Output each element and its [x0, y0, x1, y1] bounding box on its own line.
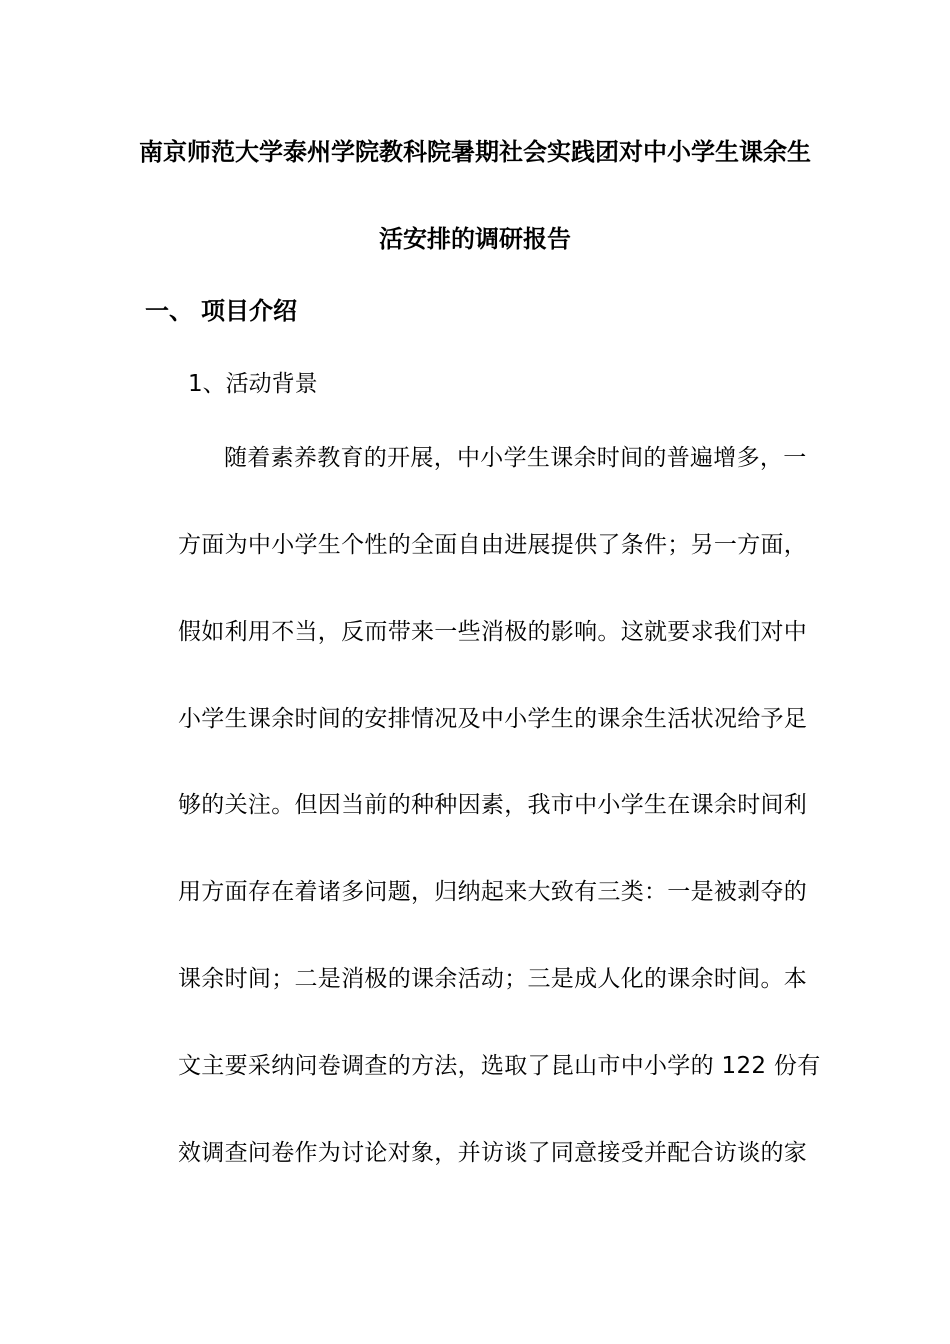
paragraph-line-3: 假如利用不当，反而带来一些消极的影响。这就要求我们对中 [178, 619, 808, 645]
paragraph-line-4: 小学生课余时间的安排情况及中小学生的课余生活状况给予足 [178, 706, 808, 732]
paragraph-line-8: 文主要采纳问卷调查的方法，选取了昆山市中小学的 122 份有 [178, 1053, 821, 1079]
section-heading [145, 296, 297, 326]
paragraph-line-9: 效调查问卷作为讨论对象，并访谈了同意接受并配合访谈的家 [178, 1140, 808, 1166]
paragraph-line-6: 用方面存在着诸多问题，归纳起来大致有三类：一是被剥夺的 [178, 879, 808, 905]
section-title: 项目介绍 [201, 297, 297, 325]
document-title-line-2: 活安排的调研报告 [379, 225, 571, 253]
subsection-heading: 1、活动背景 [188, 371, 318, 397]
paragraph-line-1: 随着素养教育的开展，中小学生课余时间的普遍增多，一 [224, 445, 807, 471]
document-title-line-1: 南京师范大学泰州学院教科院暑期社会实践团对中小学生课余生 [139, 138, 811, 166]
paragraph-line-7: 课余时间；二是消极的课余活动；三是成人化的课余时间。本 [178, 966, 808, 992]
paragraph-line-2: 方面为中小学生个性的全面自由进展提供了条件；另一方面， [178, 532, 808, 558]
paragraph-line-5: 够的关注。但因当前的种种因素，我市中小学生在课余时间利 [178, 792, 808, 818]
section-number: 一、 [145, 297, 193, 325]
